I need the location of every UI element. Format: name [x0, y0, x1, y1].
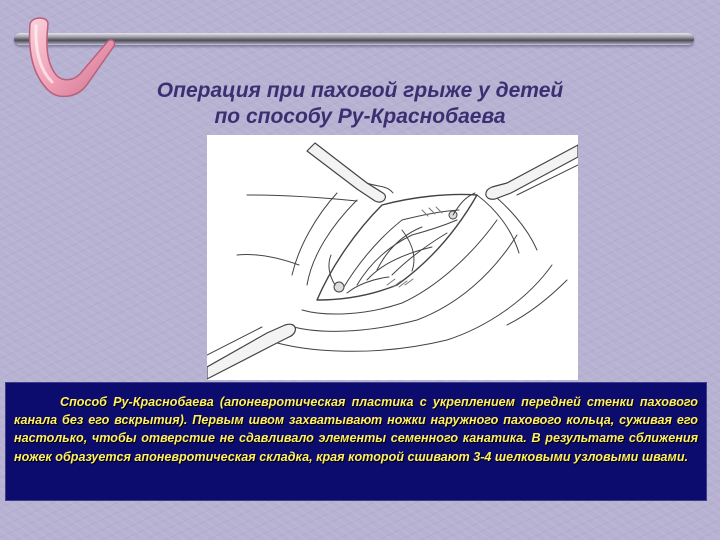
surgical-illustration: [207, 135, 578, 380]
slide-title-line-1: Операция при паховой грыже у детей: [156, 79, 564, 102]
slide-title-line-2: по способу Ру-Краснобаева: [214, 105, 506, 128]
caption-box: [5, 382, 707, 501]
caption-text: Способ Ру-Краснобаева (апоневротическая пластика с укреплением передней стенки пахового канала без его вскрытия). Первым швом захватывают ножки наружного пахового кольца, суживая его настолько, чтобы отверстие не сдавливало элементы семенного канатика. В результате сближения ножек образуется апоневротическая складка, края которой сшивают 3-4 шелковыми узловыми швами.: [14, 395, 698, 464]
